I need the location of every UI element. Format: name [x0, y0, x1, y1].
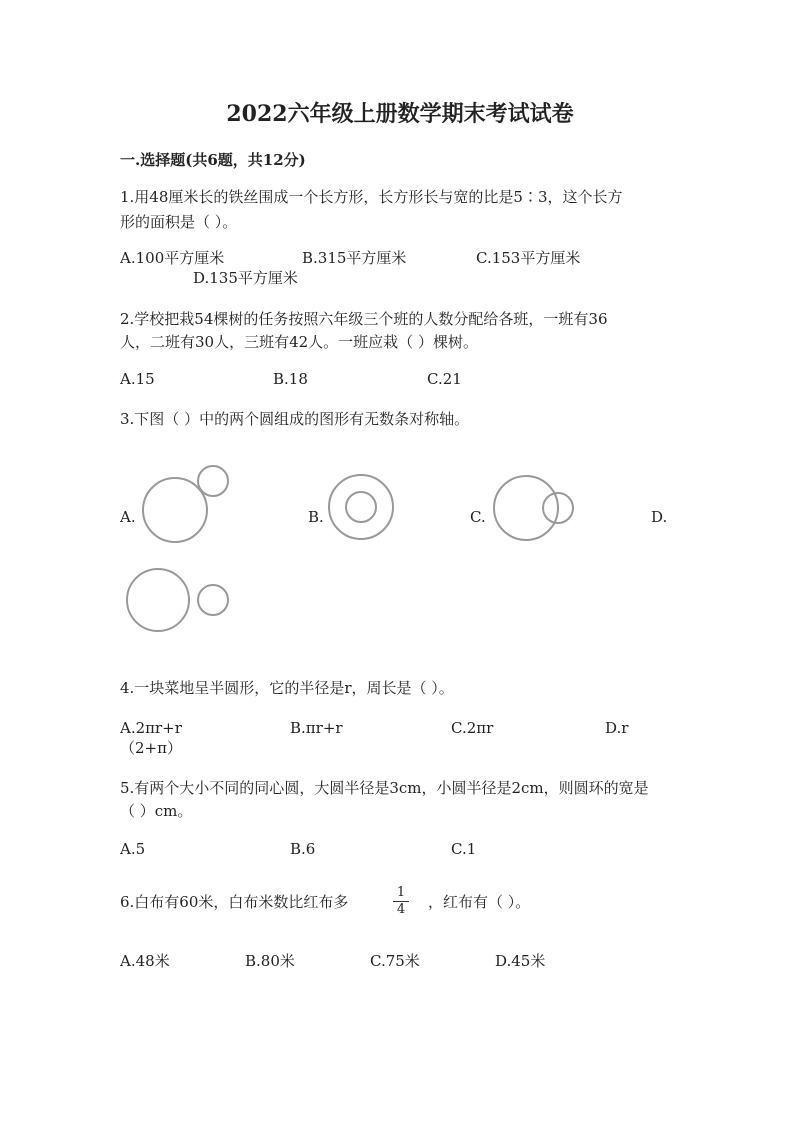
q5-option-b: B.6: [290, 840, 316, 858]
q1-option-b: B.315平方厘米: [302, 249, 407, 267]
q4-option-c: C.2πr: [451, 719, 494, 737]
q2-option-b: B.18: [273, 370, 308, 388]
question-3-line-1: 3.下图（ ）中的两个圆组成的图形有无数条对称轴。: [120, 410, 470, 428]
figure-b-inner-circle: [346, 492, 376, 522]
q6-option-d: D.45米: [495, 952, 546, 970]
fraction-numerator: 1: [393, 885, 409, 902]
figure-c-large-circle: [494, 476, 558, 540]
question-5-line-2: （ ）cm。: [120, 802, 193, 820]
q2-option-c: C.21: [427, 370, 462, 388]
q5-option-a: A.5: [120, 840, 146, 858]
q2-option-a: A.15: [120, 370, 155, 388]
q1-option-c: C.153平方厘米: [476, 249, 581, 267]
q4-option-a: A.2πr+r: [120, 719, 182, 737]
fraction-one-quarter: [393, 885, 409, 918]
figure-d-large-circle: [127, 569, 189, 631]
question-4-line-1: 4.一块菜地呈半圆形，它的半径是r，周长是（ ）。: [120, 679, 454, 697]
question-1-line-2: 形的面积是（ ）。: [120, 213, 238, 231]
q6-option-a: A.48米: [120, 952, 170, 970]
question-1-line-1: 1.用48厘米长的铁丝围成一个长方形，长方形长与宽的比是5∶3，这个长方: [120, 188, 623, 206]
figure-b-outer-circle: [329, 475, 393, 539]
q4-option-d: D.r: [605, 719, 629, 737]
q6-option-c: C.75米: [370, 952, 420, 970]
question-2-line-2: 人，二班有30人，三班有42人。一班应栽（ ）棵树。: [120, 333, 478, 351]
section-heading: 一.选择题(共6题，共12分): [120, 151, 306, 169]
q5-option-c: C.1: [451, 840, 477, 858]
q1-option-d: D.135平方厘米: [193, 269, 298, 287]
q3-option-d: D.: [651, 508, 668, 526]
page-title: 2022六年级上册数学期末考试试卷: [226, 101, 574, 127]
q3-option-b: B.: [308, 508, 324, 526]
question-5-line-1: 5.有两个大小不同的同心圆，大圆半径是3cm，小圆半径是2cm，则圆环的宽是: [120, 779, 649, 797]
q3-option-c: C.: [470, 508, 486, 526]
q4-option-d-wrap: （2+π）: [120, 739, 182, 757]
q4-option-b: B.πr+r: [290, 719, 343, 737]
q6-option-b: B.80米: [245, 952, 295, 970]
question-2-line-1: 2.学校把栽54棵树的任务按照六年级三个班的人数分配给各班，一班有36: [120, 310, 608, 328]
fraction-denominator: 4: [396, 902, 406, 917]
question-6-part-1: 6.白布有60米，白布米数比红布多: [120, 893, 349, 911]
q1-option-a: A.100平方厘米: [120, 249, 225, 267]
question-6-part-2: ，红布有（ ）。: [428, 893, 531, 911]
figure-d-small-circle: [198, 585, 228, 615]
figure-a-small-circle: [198, 466, 228, 496]
q3-option-a: A.: [120, 508, 136, 526]
figure-a-large-circle: [143, 478, 207, 542]
